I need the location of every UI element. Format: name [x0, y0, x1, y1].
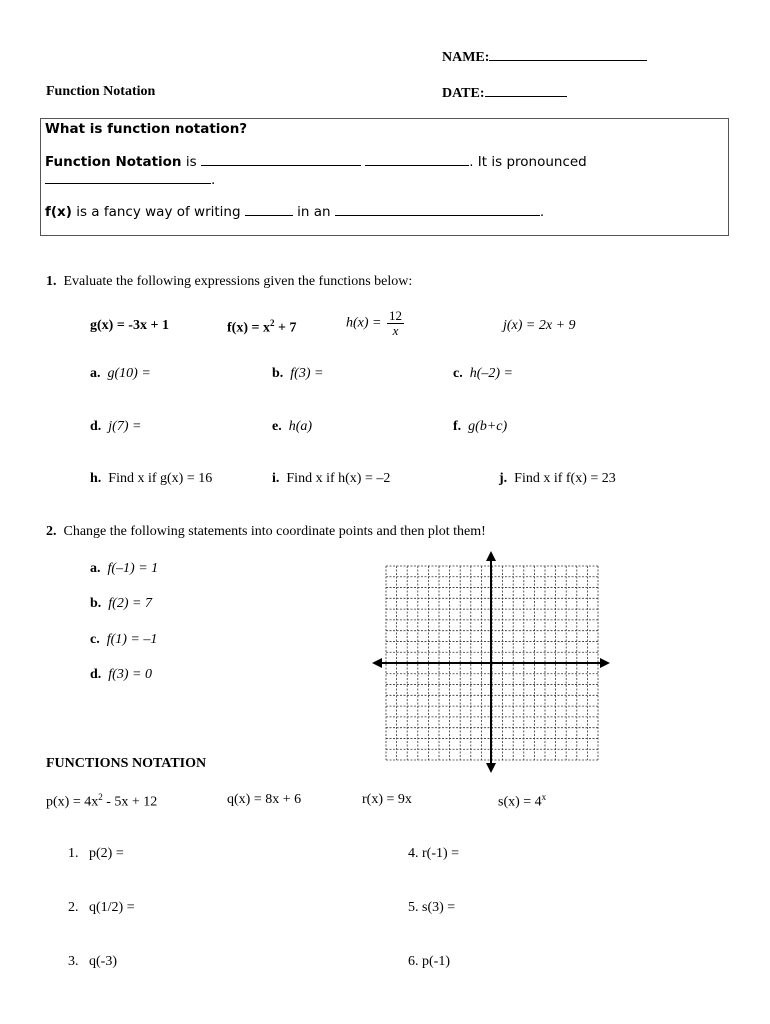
date-blank[interactable] [485, 84, 567, 97]
box-line-1 [45, 153, 587, 170]
p-def-b: - 5x + 12 [102, 794, 158, 810]
page-title: Function Notation [46, 84, 156, 99]
h-fraction [387, 309, 404, 338]
q1-item-h-label: h. [90, 471, 102, 486]
q2-item-a [90, 561, 158, 577]
box-line1-bold: Function Notation [45, 154, 182, 170]
q1-item-b-label: b. [272, 366, 284, 381]
coordinate-grid[interactable] [370, 550, 612, 776]
h-denominator: x [392, 323, 399, 338]
s2-item-2 [68, 900, 135, 916]
h-numerator: 12 [389, 308, 402, 323]
box-line2-end: . [211, 172, 216, 188]
q1-item-h [90, 471, 212, 487]
s2-item-3-text: q(-3) [89, 954, 117, 969]
q1-item-j-text: Find x if f(x) = 23 [514, 471, 616, 486]
s2-item-1 [68, 846, 124, 862]
q2-item-a-text: f(–1) = 1 [107, 561, 159, 576]
s2-item-1-num: 1. [68, 846, 79, 861]
s2-item-3 [68, 954, 117, 970]
q1-item-j [499, 471, 616, 487]
q-definition: q(x) = 8x + 6 [227, 792, 302, 807]
box-line3-end: . [539, 204, 545, 220]
q1-item-b [272, 366, 323, 382]
q2-prompt [46, 524, 486, 540]
x-axis-arrow-right-icon [600, 658, 610, 668]
p-definition [46, 792, 157, 811]
s-def-a: s(x) = 4 [498, 794, 542, 810]
j-definition: j(x) = 2x + 9 [503, 318, 576, 333]
s2-item-2-text: q(1/2) = [89, 900, 135, 915]
y-axis-arrow-down-icon [486, 763, 496, 773]
q1-item-c [453, 366, 513, 382]
x-axis-arrow-left-icon [372, 658, 382, 668]
blank-definition-2[interactable] [365, 153, 469, 166]
section2-title: FUNCTIONS NOTATION [46, 756, 207, 771]
q2-item-b-text: f(2) = 7 [108, 596, 152, 611]
q2-item-b-label: b. [90, 596, 102, 611]
q1-item-f-text: g(b+c) [468, 419, 508, 434]
s2-item-6: 6. p(-1) [408, 954, 450, 969]
q1-item-d [90, 419, 141, 435]
g-definition: g(x) = -3x + 1 [90, 318, 169, 333]
y-axis-arrow-up-icon [486, 551, 496, 561]
q1-number: 1. [46, 274, 57, 289]
q2-item-a-label: a. [90, 561, 101, 576]
q1-prompt [46, 274, 412, 290]
box-line3-bold: f(x) [45, 204, 72, 220]
q2-item-c-label: c. [90, 632, 100, 647]
q2-item-b [90, 596, 152, 612]
name-label: NAME: [442, 50, 490, 65]
s2-item-1-text: p(2) = [89, 846, 124, 861]
q1-item-d-label: d. [90, 419, 102, 434]
q1-item-h-text: Find x if g(x) = 16 [108, 471, 213, 486]
box-line-3 [45, 203, 544, 220]
q2-number: 2. [46, 524, 57, 539]
box-line1-is: is [181, 154, 197, 170]
p-def-a: p(x) = 4x [46, 794, 99, 810]
q1-item-a-label: a. [90, 366, 101, 381]
h-definition [346, 309, 404, 338]
q1-item-i-text: Find x if h(x) = –2 [286, 471, 391, 486]
q1-item-i [272, 471, 390, 487]
q1-item-e-label: e. [272, 419, 282, 434]
blank-pronounced[interactable] [45, 171, 211, 184]
p-def-exp: 2 [98, 792, 103, 802]
q1-item-f-label: f. [453, 419, 462, 434]
blank-in-an[interactable] [335, 203, 540, 216]
box-line3-text-b: in an [297, 204, 331, 220]
box-line3-text-a: is a fancy way of writing [71, 204, 241, 220]
s-definition [498, 792, 546, 811]
q1-item-f [453, 419, 507, 435]
f-def-b: + 7 [274, 320, 297, 336]
q1-item-a-text: g(10) = [107, 366, 151, 381]
s2-item-4: 4. r(-1) = [408, 846, 460, 861]
q2-item-d-text: f(3) = 0 [108, 667, 152, 682]
f-def-exp: 2 [269, 318, 275, 328]
h-lhs: h(x) = [346, 315, 382, 331]
q1-item-i-label: i. [272, 471, 280, 486]
q1-item-j-label: j. [499, 471, 508, 486]
blank-definition-1[interactable] [201, 153, 361, 166]
blank-writing[interactable] [245, 203, 293, 216]
q1-item-b-text: f(3) = [290, 366, 324, 381]
q1-item-e-text: h(a) [288, 419, 313, 434]
date-field[interactable] [442, 84, 567, 102]
q2-item-c [90, 632, 157, 648]
q1-item-d-text: j(7) = [108, 419, 142, 434]
r-definition: r(x) = 9x [362, 792, 412, 807]
q2-item-d-label: d. [90, 667, 102, 682]
box-line1-pronounced: . It is pronounced [469, 154, 587, 170]
box-line-2 [45, 171, 215, 188]
q1-item-c-label: c. [453, 366, 463, 381]
name-blank[interactable] [489, 48, 647, 61]
s2-item-2-num: 2. [68, 900, 79, 915]
q2-prompt-text: Change the following statements into coordinate points and then plot them! [63, 524, 486, 539]
s2-item-3-num: 3. [68, 954, 79, 969]
s2-item-5: 5. s(3) = [408, 900, 456, 915]
q1-item-c-text: h(–2) = [469, 366, 513, 381]
q2-item-d [90, 667, 152, 683]
q1-item-e [272, 419, 312, 435]
name-field[interactable] [442, 48, 647, 66]
s-def-exp: x [541, 792, 547, 802]
q2-item-c-text: f(1) = –1 [106, 632, 158, 647]
date-label: DATE: [442, 86, 485, 101]
box-question: What is function notation? [45, 121, 248, 137]
q1-prompt-text: Evaluate the following expressions given the functions below: [63, 274, 413, 289]
q1-item-a [90, 366, 151, 382]
f-def-a: f(x) = x [227, 320, 270, 336]
f-definition [227, 318, 296, 337]
